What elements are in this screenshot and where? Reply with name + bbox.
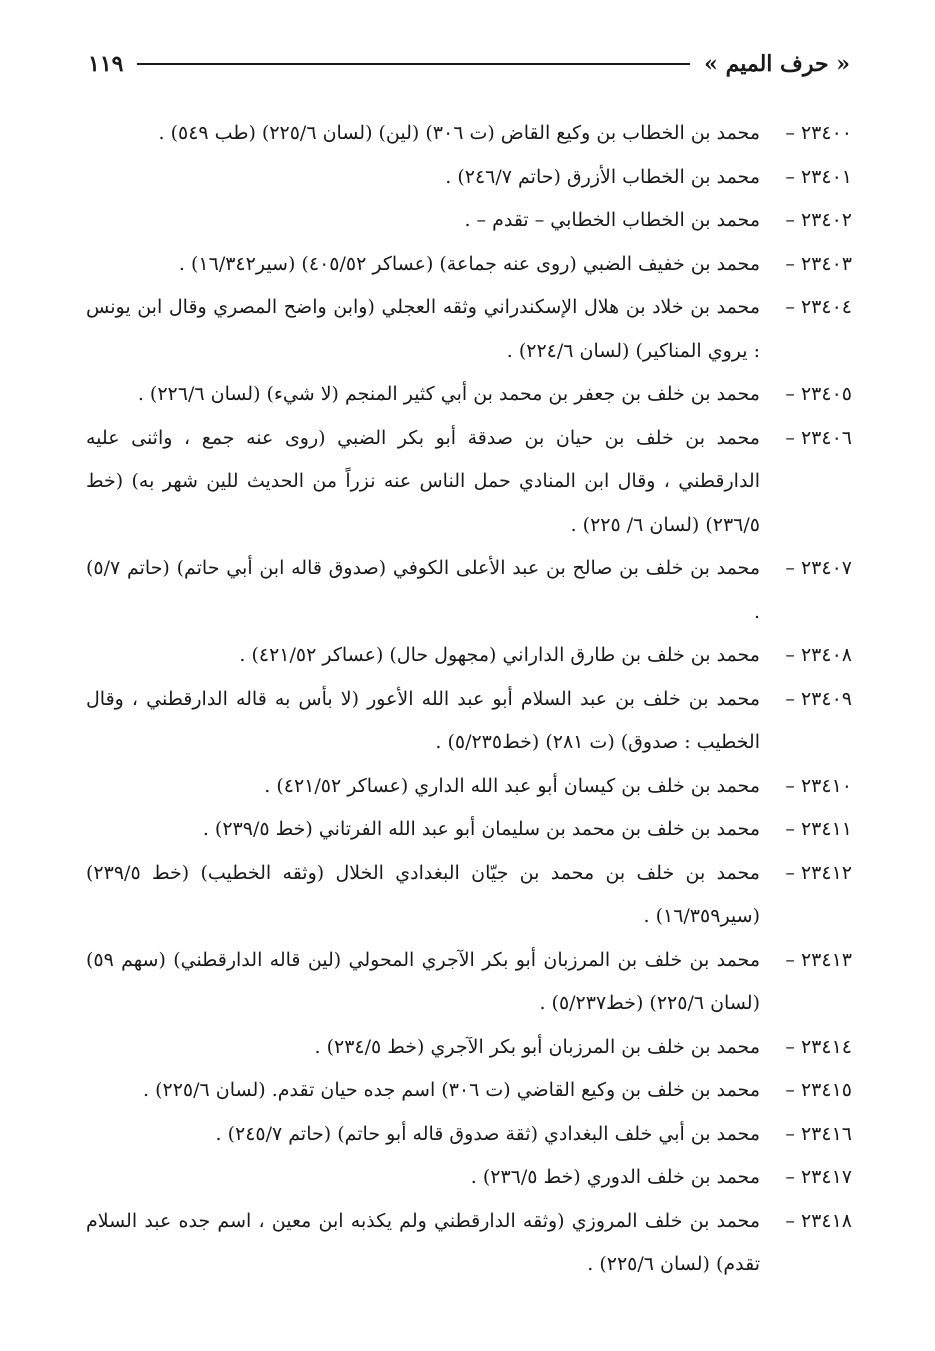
list-item: [86, 1200, 852, 1287]
entry-number: ٢٣٤١٥ –: [785, 1079, 852, 1101]
list-item: [86, 1113, 852, 1157]
entry-number: ٢٣٤١١ –: [785, 818, 852, 840]
entry-number: ٢٣٤٠١ –: [785, 165, 852, 188]
chapter-title: « حرف الميم »: [704, 51, 850, 77]
entry-text: محمد بن خلف بن كيسان أبو عبد الله الداري (عساكر ٤٢١/٥٢) .: [264, 774, 760, 797]
list-item: [86, 199, 852, 243]
entry-number: ٢٣٤٠٧ –: [785, 557, 852, 579]
entry-text: محمد بن خلف المروزي (وثقه الدارقطني ولم يكذبه ابن معين ، اسم جده عبد السلام تقدم) (لسان ٢٢٥/٦) .: [86, 1209, 760, 1275]
entry-text: محمد بن خلف بن حيان بن صدقة أبو بكر الضبي (روى عنه جمع ، واثنى عليه الدارقطني ، وقال ابن المنادي حمل الناس عنه نزراً من الحديث للين شهر به) (خط ٢٣٦/٥) (لسان ٦/ ٢٢٥) .: [86, 426, 760, 536]
entry-number: ٢٣٤١٤ –: [785, 1035, 852, 1058]
list-item: [86, 634, 852, 678]
entry-number: ٢٣٤٠٩ –: [785, 687, 852, 710]
list-item: [86, 1156, 852, 1200]
entry-text: محمد بن خلف بن محمد بن سليمان أبو عبد الله الفرتاني (خط ٢٣٩/٥) .: [202, 818, 760, 840]
list-item: [86, 678, 852, 765]
entry-text: محمد بن خلاد بن هلال الإسكندراني وثقه العجلي (وابن واضح المصري وقال ابن يونس : يروي المناكير) (لسان ٢٢٤/٦) .: [86, 296, 760, 362]
list-item: [86, 373, 852, 417]
list-item: [86, 112, 852, 156]
list-item: [86, 939, 852, 1026]
entry-text: محمد بن الخطاب بن وكيع القاض (ت ٣٠٦) (لين) (لسان ٢٢٥/٦) (طب ٥٤٩) .: [158, 122, 760, 144]
entry-text: محمد بن أبي خلف البغدادي (ثقة صدوق قاله أبو حاتم) (حاتم ٢٤٥/٧) .: [215, 1122, 760, 1145]
entry-number: ٢٣٤٠٣ –: [785, 252, 852, 275]
list-item: [86, 852, 852, 939]
list-item: [86, 1026, 852, 1070]
page-number: ١١٩: [88, 51, 124, 77]
entry-text: محمد بن خلف بن وكيع القاضي (ت ٣٠٦) اسم جده حيان تقدم. (لسان ٢٢٥/٦) .: [142, 1079, 760, 1101]
entry-list: [86, 112, 852, 1287]
entry-number: ٢٣٤٠٢ –: [785, 209, 852, 231]
entry-number: ٢٣٤٠٥ –: [785, 383, 852, 405]
entry-text: محمد بن خلف بن المرزبان أبو بكر الآجري المحولي (لين قاله الدارقطني) (سهم ٥٩) (لسان ٢٢٥/٦) (خط٥/٢٣٧) .: [86, 948, 760, 1014]
entry-text: محمد بن الخطاب الخطابي – تقدم – .: [464, 209, 760, 231]
entry-text: محمد بن خلف بن عبد السلام أبو عبد الله الأعور (لا بأس به قاله الدارقطني ، وقال الخطيب : صدوق) (ت ٢٨١) (خط٥/٢٣٥) .: [86, 687, 760, 753]
list-item: [86, 765, 852, 809]
entry-text: محمد بن خفيف الضبي (روى عنه جماعة) (عساكر ٤٠٥/٥٢) (سير١٦/٣٤٢) .: [178, 252, 760, 275]
list-item: [86, 417, 852, 548]
list-item: [86, 243, 852, 287]
entry-number: ٢٣٤٠٦ –: [785, 426, 852, 449]
entry-text: محمد بن خلف بن طارق الداراني (مجهول حال) (عساكر ٤٢١/٥٢) .: [239, 644, 760, 666]
entry-text: محمد بن خلف بن محمد بن جيّان البغدادي الخلال (وثقه الخطيب) (خط ٢٣٩/٥) (سير١٦/٣٥٩) .: [86, 861, 760, 927]
entry-text: محمد بن خلف بن جعفر بن محمد بن أبي كثير المنجم (لا شيء) (لسان ٢٢٦/٦) .: [137, 383, 760, 405]
entry-text: محمد بن الخطاب الأزرق (حاتم ٢٤٦/٧) .: [445, 165, 760, 188]
entry-text: محمد بن خلف بن المرزبان أبو بكر الآجري (خط ٢٣٤/٥) .: [314, 1035, 760, 1058]
entry-number: ٢٣٤١٠ –: [785, 774, 852, 797]
list-item: [86, 808, 852, 852]
entry-number: ٢٣٤١٧ –: [785, 1166, 852, 1188]
list-item: [86, 1069, 852, 1113]
page-header: [88, 44, 850, 84]
entry-number: ٢٣٤١٨ –: [785, 1209, 852, 1232]
header-divider: [137, 63, 690, 65]
entry-number: ٢٣٤١٣ –: [785, 948, 852, 971]
list-item: [86, 286, 852, 373]
entry-number: ٢٣٤٠٤ –: [785, 296, 852, 318]
list-item: [86, 156, 852, 200]
entry-number: ٢٣٤١٢ –: [785, 861, 852, 884]
entry-number: ٢٣٤٠٠ –: [785, 122, 852, 144]
entry-number: ٢٣٤١٦ –: [785, 1122, 852, 1145]
entry-text: محمد بن خلف الدوري (خط ٢٣٦/٥) .: [470, 1166, 760, 1188]
entry-number: ٢٣٤٠٨ –: [785, 644, 852, 666]
list-item: [86, 547, 852, 634]
entry-text: محمد بن خلف بن صالح بن عبد الأعلى الكوفي (صدوق قاله ابن أبي حاتم) (حاتم ٥/٧) .: [86, 557, 760, 623]
